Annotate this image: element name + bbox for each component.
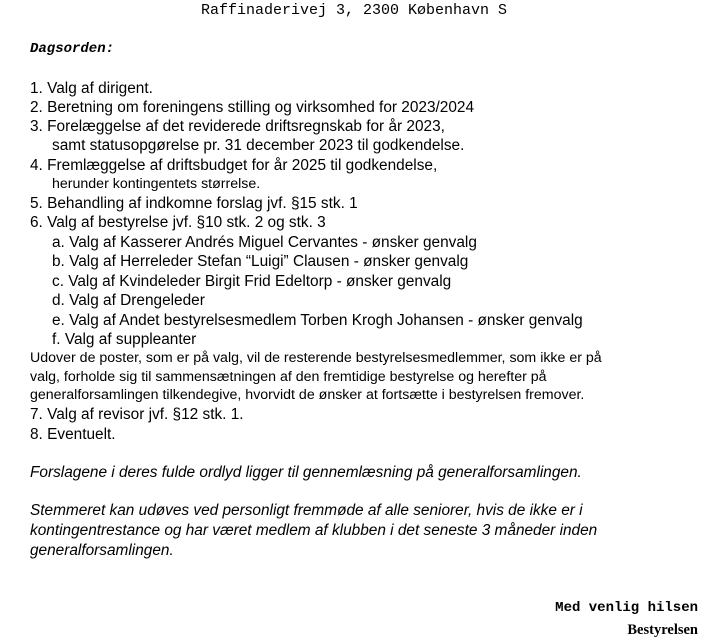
agenda-item-6: 6. Valg af bestyrelse jvf. §10 stk. 2 og stk. 3 xyxy=(30,214,326,231)
agenda-note-line-1: Udover de poster, som er på valg, vil de resterende bestyrelsesmedlemmer, som ikke er på xyxy=(30,350,602,366)
address-line: Raffinaderivej 3, 2300 København S xyxy=(200,2,508,19)
agenda-item-3-continued: samt statusopgørelse pr. 31 december 2023 til godkendelse. xyxy=(52,137,465,154)
agenda-item-6f: f. Valg af suppleanter xyxy=(52,331,197,348)
voting-rights-note xyxy=(30,501,597,561)
agenda-item-2: 2. Beretning om foreningens stilling og virksomhed for 2023/2024 xyxy=(30,99,475,116)
closing-greeting: Med venlig hilsen xyxy=(555,600,698,616)
voting-rights-line-1: Stemmeret kan udøves ved personligt fremmøde af alle seniorer, hvis de ikke er i xyxy=(30,502,583,519)
agenda-item-3: 3. Forelæggelse af det reviderede driftsregnskab for år 2023, xyxy=(30,118,445,135)
signature: Bestyrelsen xyxy=(627,622,698,638)
agenda-item-6a: a. Valg af Kasserer Andrés Miguel Cervantes - ønsker genvalg xyxy=(52,234,477,251)
agenda-item-6d: d. Valg af Drengeleder xyxy=(52,292,205,309)
voting-rights-line-2: kontingentrestance og har været medlem af klubben i det seneste 3 måneder inden xyxy=(30,522,598,539)
agenda-heading: Dagsorden: xyxy=(30,41,115,57)
agenda-item-6e: e. Valg af Andet bestyrelsesmedlem Torben Krogh Johansen - ønsker genvalg xyxy=(52,312,583,329)
agenda-item-7: 7. Valg af revisor jvf. §12 stk. 1. xyxy=(30,406,244,423)
agenda-note-line-2: valg, forholde sig til sammensætningen af den fremtidige bestyrelse og herefter på xyxy=(30,369,547,385)
agenda-item-1: 1. Valg af dirigent. xyxy=(30,80,153,97)
agenda-item-4-continued: herunder kontingentets størrelse. xyxy=(52,176,261,192)
agenda-note-line-3: generalforsamlingen tilkendegive, hvorvidt de ønsker at fortsætte i bestyrelsen fremover. xyxy=(30,387,585,403)
agenda-item-8: 8. Eventuelt. xyxy=(30,426,116,443)
agenda-item-4: 4. Fremlæggelse af driftsbudget for år 2025 til godkendelse, xyxy=(30,157,438,174)
agenda-item-6b: b. Valg af Herreleder Stefan “Luigi” Clausen - ønsker genvalg xyxy=(52,253,469,270)
agenda-item-6c: c. Valg af Kvindeleder Birgit Frid Edeltorp - ønsker genvalg xyxy=(52,273,452,290)
agenda-item-5: 5. Behandling af indkomne forslag jvf. §15 stk. 1 xyxy=(30,195,358,212)
voting-rights-line-3: generalforsamlingen. xyxy=(30,542,174,559)
proposals-note: Forslagene i deres fulde ordlyd ligger til gennemlæsning på generalforsamlingen. xyxy=(30,464,582,481)
